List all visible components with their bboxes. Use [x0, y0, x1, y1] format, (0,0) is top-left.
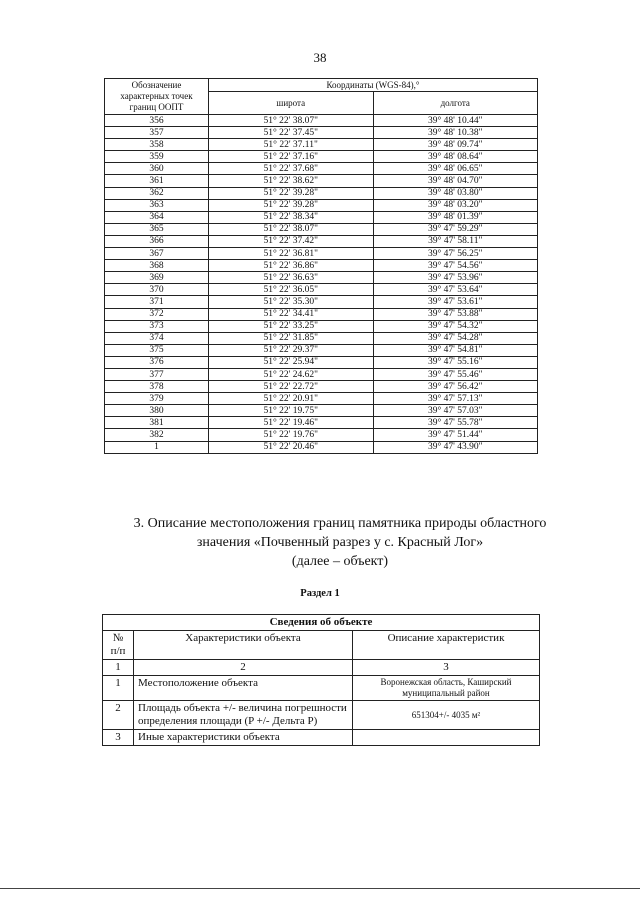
table-row: [105, 235, 538, 247]
characteristic-cell: Местоположение объекта: [134, 676, 353, 701]
longitude-cell: 39° 47' 54.28": [373, 332, 538, 344]
table-row: [105, 272, 538, 284]
row-number: 3: [103, 730, 134, 746]
longitude-header: долгота: [373, 92, 538, 115]
table-row: [105, 417, 538, 429]
table-row: [105, 211, 538, 223]
table-row: [105, 127, 538, 139]
latitude-cell: 51° 22' 37.68": [209, 163, 374, 175]
table-row: [105, 308, 538, 320]
longitude-cell: 39° 47' 43.90": [373, 441, 538, 453]
table-row: [105, 151, 538, 163]
point-number: 362: [105, 187, 209, 199]
row-number: 1: [103, 676, 134, 701]
table-row: [105, 248, 538, 260]
longitude-cell: 39° 47' 57.03": [373, 405, 538, 417]
longitude-cell: 39° 48' 06.65": [373, 163, 538, 175]
latitude-header: широта: [209, 92, 374, 115]
latitude-cell: 51° 22' 38.07": [209, 223, 374, 235]
table-row: [105, 163, 538, 175]
column-index: 2: [134, 660, 353, 676]
coordinates-table: [104, 78, 538, 454]
point-number: 375: [105, 344, 209, 356]
point-number: 365: [105, 223, 209, 235]
point-number: 359: [105, 151, 209, 163]
longitude-cell: 39° 47' 51.44": [373, 429, 538, 441]
latitude-cell: 51° 22' 36.86": [209, 260, 374, 272]
section-heading-line2: значения «Почвенный разрез у с. Красный Лог»: [196, 535, 484, 550]
latitude-cell: 51° 22' 25.94": [209, 356, 374, 368]
table-row: [105, 393, 538, 405]
latitude-cell: 51° 22' 37.11": [209, 139, 374, 151]
latitude-cell: 51° 22' 19.76": [209, 429, 374, 441]
longitude-cell: 39° 47' 58.11": [373, 235, 538, 247]
latitude-cell: 51° 22' 36.63": [209, 272, 374, 284]
latitude-cell: 51° 22' 33.25": [209, 320, 374, 332]
latitude-cell: 51° 22' 19.75": [209, 405, 374, 417]
longitude-cell: 39° 48' 10.44": [373, 115, 538, 127]
section-label: Раздел 1: [300, 588, 340, 599]
table-row: [105, 368, 538, 380]
table-row: [105, 139, 538, 151]
point-number: 356: [105, 115, 209, 127]
description-cell: [353, 730, 540, 746]
latitude-cell: 51° 22' 20.46": [209, 441, 374, 453]
latitude-cell: 51° 22' 24.62": [209, 368, 374, 380]
point-number: 361: [105, 175, 209, 187]
table-row: [105, 344, 538, 356]
longitude-cell: 39° 47' 55.16": [373, 356, 538, 368]
description-header: Описание характеристик: [353, 631, 540, 660]
description-cell: Воронежская область, Каширский муниципальный район: [353, 676, 540, 701]
table-row: [105, 320, 538, 332]
point-number: 368: [105, 260, 209, 272]
table-row: [105, 223, 538, 235]
point-number: 360: [105, 163, 209, 175]
longitude-cell: 39° 47' 54.81": [373, 344, 538, 356]
longitude-cell: 39° 47' 56.42": [373, 381, 538, 393]
latitude-cell: 51° 22' 36.05": [209, 284, 374, 296]
latitude-cell: 51° 22' 38.34": [209, 211, 374, 223]
point-number: 366: [105, 235, 209, 247]
latitude-cell: 51° 22' 29.37": [209, 344, 374, 356]
section-heading-line3: (далее – объект): [291, 554, 389, 569]
table-row: [105, 260, 538, 272]
longitude-cell: 39° 47' 59.29": [373, 223, 538, 235]
longitude-cell: 39° 48' 01.39": [373, 211, 538, 223]
table-row: [105, 199, 538, 211]
table-row: [105, 441, 538, 453]
column-index: 3: [353, 660, 540, 676]
table-row: [105, 187, 538, 199]
point-number: 364: [105, 211, 209, 223]
info-table-title: Сведения об объекте: [103, 615, 540, 631]
description-cell: 651304+/- 4035 м²: [353, 701, 540, 730]
longitude-cell: 39° 47' 57.13": [373, 393, 538, 405]
point-number: 381: [105, 417, 209, 429]
point-number: 363: [105, 199, 209, 211]
point-number: 369: [105, 272, 209, 284]
point-number: 1: [105, 441, 209, 453]
table-row: [105, 429, 538, 441]
longitude-cell: 39° 47' 53.88": [373, 308, 538, 320]
column-index: 1: [103, 660, 134, 676]
point-number: 358: [105, 139, 209, 151]
latitude-cell: 51° 22' 39.28": [209, 187, 374, 199]
point-number: 376: [105, 356, 209, 368]
point-number: 372: [105, 308, 209, 320]
row-number: 2: [103, 701, 134, 730]
longitude-cell: 39° 47' 55.78": [373, 417, 538, 429]
object-info-table: [102, 614, 540, 746]
characteristic-cell: Иные характеристики объекта: [134, 730, 353, 746]
latitude-cell: 51° 22' 39.28": [209, 199, 374, 211]
longitude-cell: 39° 47' 53.96": [373, 272, 538, 284]
coordinates-header: Координаты (WGS-84),°: [209, 79, 538, 92]
point-number: 357: [105, 127, 209, 139]
latitude-cell: 51° 22' 19.46": [209, 417, 374, 429]
characteristics-header: Характеристики объекта: [134, 631, 353, 660]
characteristic-cell: Площадь объекта +/- величина погрешности определения площади (P +/- Дельта P): [134, 701, 353, 730]
longitude-cell: 39° 47' 53.64": [373, 284, 538, 296]
point-number: 367: [105, 248, 209, 260]
point-number: 382: [105, 429, 209, 441]
table-row: [105, 284, 538, 296]
page-number: 38: [313, 50, 327, 65]
point-number: 371: [105, 296, 209, 308]
latitude-cell: 51° 22' 36.81": [209, 248, 374, 260]
latitude-cell: 51° 22' 38.07": [209, 115, 374, 127]
latitude-cell: 51° 22' 31.85": [209, 332, 374, 344]
latitude-cell: 51° 22' 22.72": [209, 381, 374, 393]
latitude-cell: 51° 22' 34.41": [209, 308, 374, 320]
latitude-cell: 51° 22' 38.62": [209, 175, 374, 187]
latitude-cell: 51° 22' 35.30": [209, 296, 374, 308]
longitude-cell: 39° 48' 04.70": [373, 175, 538, 187]
latitude-cell: 51° 22' 37.16": [209, 151, 374, 163]
table-row: [105, 405, 538, 417]
longitude-cell: 39° 47' 54.56": [373, 260, 538, 272]
latitude-cell: 51° 22' 37.45": [209, 127, 374, 139]
table-row: [105, 115, 538, 127]
point-number: 380: [105, 405, 209, 417]
longitude-cell: 39° 47' 55.46": [373, 368, 538, 380]
point-number: 377: [105, 368, 209, 380]
section-heading-line1: 3. Описание местоположения границ памятника природы областного: [133, 516, 547, 531]
point-number: 374: [105, 332, 209, 344]
longitude-cell: 39° 47' 54.32": [373, 320, 538, 332]
point-number: 379: [105, 393, 209, 405]
num-header: № п/п: [103, 631, 134, 660]
longitude-cell: 39° 47' 53.61": [373, 296, 538, 308]
longitude-cell: 39° 48' 03.20": [373, 199, 538, 211]
point-number: 378: [105, 381, 209, 393]
point-number: 370: [105, 284, 209, 296]
latitude-cell: 51° 22' 37.42": [209, 235, 374, 247]
table-row: [105, 356, 538, 368]
table-row: [105, 175, 538, 187]
table-row: [105, 381, 538, 393]
table-row: [105, 332, 538, 344]
longitude-cell: 39° 48' 10.38": [373, 127, 538, 139]
table-row: [105, 296, 538, 308]
points-header: Обозначение характерных точек границ ООПТ: [105, 79, 209, 115]
longitude-cell: 39° 48' 03.80": [373, 187, 538, 199]
point-number: 373: [105, 320, 209, 332]
longitude-cell: 39° 48' 09.74": [373, 139, 538, 151]
longitude-cell: 39° 48' 08.64": [373, 151, 538, 163]
page-bottom-rule: [0, 888, 640, 889]
latitude-cell: 51° 22' 20.91": [209, 393, 374, 405]
longitude-cell: 39° 47' 56.25": [373, 248, 538, 260]
